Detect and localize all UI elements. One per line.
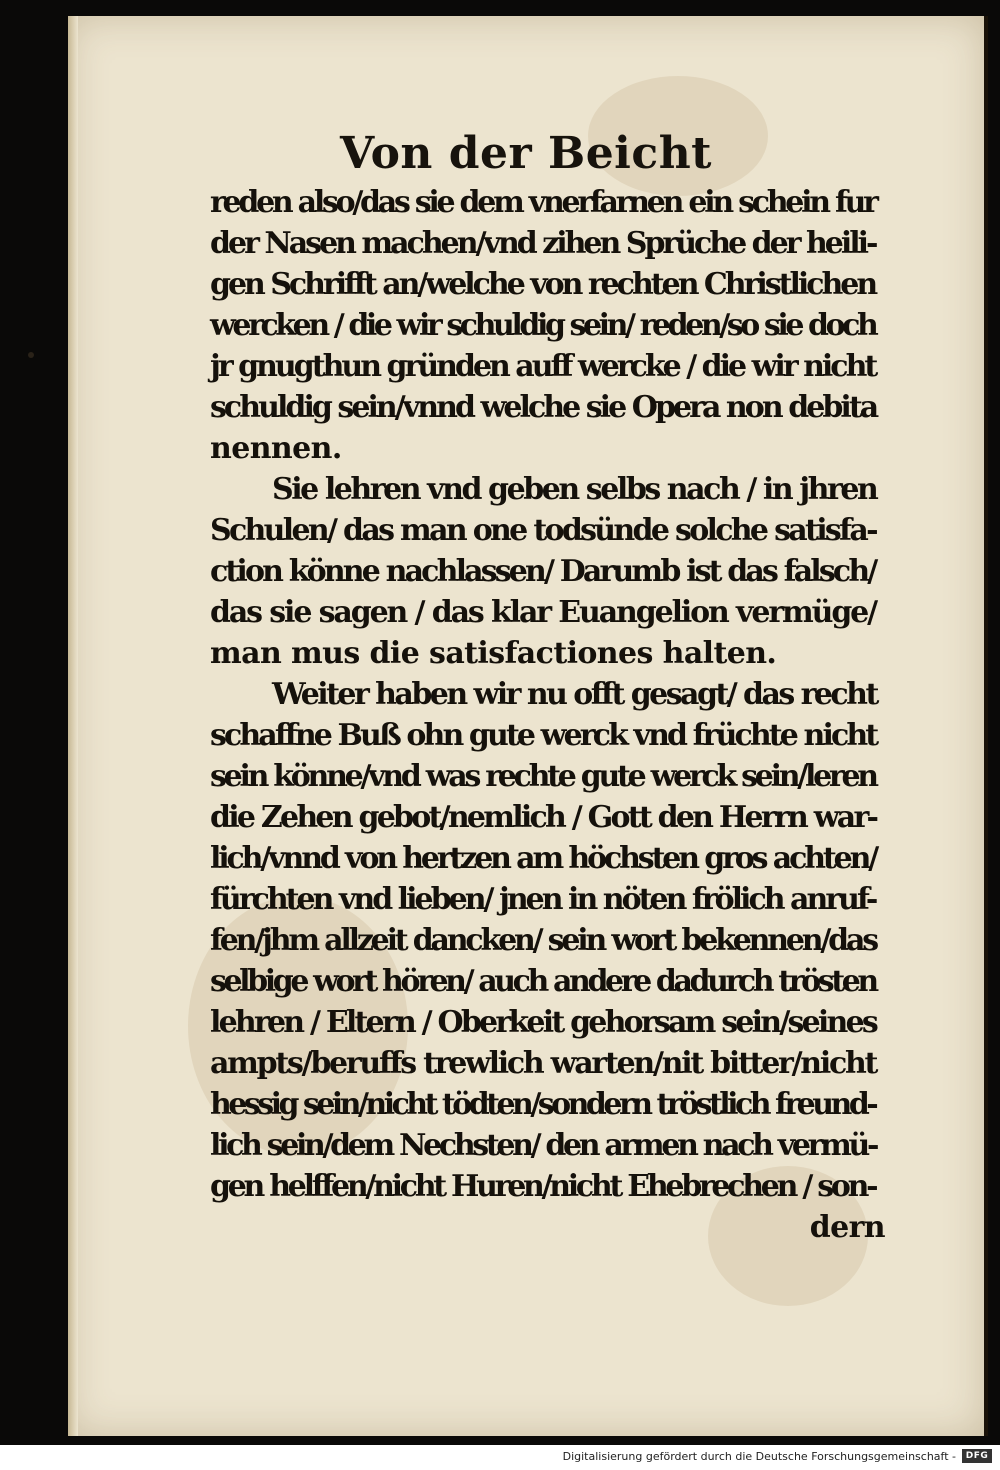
text-line: fürchten vnd lieben/ jnen in nöten frölich anruf- bbox=[210, 882, 876, 917]
text-line: man mus die satisfactiones halten. bbox=[210, 636, 777, 671]
text-line: schuldig sein/vnnd welche sie Opera non debita bbox=[210, 390, 877, 425]
text-line: das sie sagen / das klar Euangelion vermüge/ bbox=[210, 595, 876, 630]
page-gutter bbox=[68, 16, 78, 1436]
text-line: lich/vnnd von hertzen am höchsten gros achten/ bbox=[210, 841, 877, 876]
text-line: Sie lehren vnd geben selbs nach / in jhren bbox=[272, 472, 877, 507]
text-line: selbige wort hören/ auch andere dadurch trösten bbox=[210, 964, 876, 999]
text-line: gen helffen/nicht Huren/nicht Ehebrechen / son- bbox=[210, 1169, 876, 1204]
text-line: gen Schrifft an/welche von rechten Christlichen bbox=[210, 267, 876, 302]
text-line: schaffne Buß ohn gute werck vnd früchte nicht bbox=[210, 718, 877, 753]
dfg-logo: DFG bbox=[962, 1449, 992, 1463]
body-text bbox=[210, 182, 885, 1248]
text-line: lich sein/dem Nechsten/ den armen nach vermü- bbox=[210, 1128, 877, 1163]
text-line: reden also/das sie dem vnerfarnen ein schein fur bbox=[210, 185, 876, 220]
text-line: jr gnugthun gründen auff wercke / die wir nicht bbox=[210, 349, 876, 384]
text-line: sein könne/vnd was rechte gute werck sein/leren bbox=[210, 759, 876, 794]
marginal-mark bbox=[28, 352, 34, 358]
text-line: wercken / die wir schuldig sein/ reden/so sie doch bbox=[210, 308, 876, 343]
text-line: der Nasen machen/vnd zihen Sprüche der heili- bbox=[210, 226, 876, 261]
text-line: ction könne nachlassen/ Darumb ist das falsch/ bbox=[210, 554, 876, 589]
running-head: Von der Beicht bbox=[339, 128, 713, 179]
text-line: Schulen/ das man one todsünde solche satisfa- bbox=[210, 513, 876, 548]
text-line: nennen. bbox=[210, 431, 342, 466]
text-line: fen/jhm allzeit dancken/ sein wort bekennen/das bbox=[210, 923, 876, 958]
text-line: hessig sein/nicht tödten/sondern tröstlich freund- bbox=[210, 1087, 876, 1122]
funding-notice: Digitalisierung gefördert durch die Deutsche Forschungsgemeinschaft - bbox=[562, 1450, 956, 1463]
text-line: Weiter haben wir nu offt gesagt/ das recht bbox=[272, 677, 877, 712]
footer-bar bbox=[0, 1445, 1000, 1470]
text-line: ampts/beruffs trewlich warten/nit bitter/nicht bbox=[210, 1046, 877, 1081]
text-line: dern bbox=[809, 1210, 885, 1245]
text-line: lehren / Eltern / Oberkeit gehorsam sein/seines bbox=[210, 1005, 876, 1040]
text-line: die Zehen gebot/nemlich / Gott den Herrn war- bbox=[210, 800, 877, 835]
